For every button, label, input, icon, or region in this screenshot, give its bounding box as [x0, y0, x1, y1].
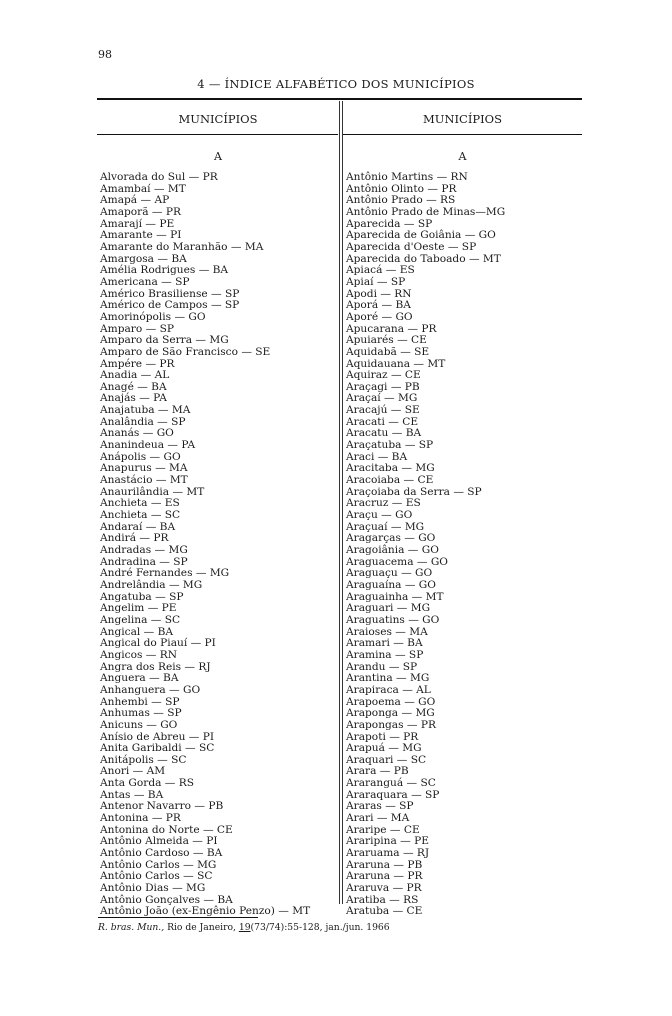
- municipality-entry: Amparo da Serra — MG: [100, 334, 229, 347]
- municipality-entry: Aracoiaba — CE: [346, 474, 434, 487]
- municipality-entry: Anastácio — MT: [100, 474, 188, 487]
- municipality-entry: Amarante do Maranhão — MA: [100, 240, 264, 253]
- municipality-entry: Antônio Prado — RS: [346, 194, 456, 207]
- municipality-entry: Américo Brasiliense — SP: [100, 287, 240, 300]
- municipality-entry: Araçu — GO: [346, 509, 413, 522]
- municipality-entry: Amélia Rodrigues — BA: [100, 264, 229, 277]
- footer-pages-date: (73/74):55-128, jan./jun. 1966: [250, 922, 390, 933]
- municipality-entry: Aquiraz — CE: [346, 369, 421, 382]
- municipality-entry: Angical — BA: [100, 625, 174, 638]
- municipality-entry: Antônio Carlos — SC: [100, 870, 213, 883]
- municipality-entry: Antônio João (ex-Engênio Penzo) — MT: [100, 905, 311, 918]
- municipality-entry: Ananás — GO: [100, 427, 174, 440]
- municipality-entry: Anaurilândia — MT: [100, 485, 205, 498]
- municipality-entry: Aracatu — BA: [346, 427, 422, 440]
- municipality-entry: Amorinópolis — GO: [100, 310, 206, 323]
- municipality-entry: Aramari — BA: [346, 637, 423, 650]
- municipality-entry: Aracajú — SE: [346, 404, 420, 417]
- municipality-entry: Araguatins — GO: [346, 613, 440, 626]
- municipality-entry: Araguaçu — GO: [346, 567, 433, 580]
- footer-rule: [98, 917, 258, 918]
- municipality-entry: Aporá — BA: [346, 299, 411, 312]
- municipality-entry: Apucarana — PR: [346, 322, 437, 335]
- right-section-letter: A: [458, 150, 467, 163]
- municipality-entry: Anitápolis — SC: [100, 753, 187, 766]
- municipality-entry: Andaraí — BA: [100, 520, 176, 533]
- municipality-entry: Anagé — BA: [100, 380, 167, 393]
- municipality-entry: Aparecida de Goiânia — GO: [346, 229, 496, 242]
- municipality-entry: Antônio Gonçalves — BA: [100, 893, 233, 906]
- municipality-entry: Anhembi — SP: [100, 695, 180, 708]
- municipality-entry: Antônio Dias — MG: [100, 882, 206, 895]
- municipality-entry: Antonina — PR: [100, 812, 181, 825]
- municipality-entry: Arantina — MG: [346, 672, 430, 685]
- column-divider: [339, 101, 340, 904]
- page-number: 98: [98, 48, 112, 61]
- municipality-entry: Angatuba — SP: [100, 590, 184, 603]
- municipality-entry: Amargosa — BA: [100, 252, 187, 265]
- municipality-entry: Antonina do Norte — CE: [100, 823, 233, 836]
- municipality-entry: Aracati — CE: [346, 415, 419, 428]
- municipality-entry: Andrelândia — MG: [100, 578, 203, 591]
- municipality-entry: Anguera — BA: [100, 672, 179, 685]
- municipality-entry: Anta Gorda — RS: [100, 777, 194, 790]
- municipality-entry: Anísio de Abreu — PI: [100, 730, 215, 743]
- municipality-entry: Antônio Almeida — PI: [100, 835, 218, 848]
- municipality-entry: Aratuba — CE: [346, 905, 423, 918]
- municipality-entry: Araçaí — MG: [346, 392, 418, 405]
- footer-volume: 19: [238, 922, 251, 933]
- municipality-entry: Amambaí — MT: [100, 182, 186, 195]
- municipality-entry: Anápolis — GO: [100, 450, 181, 463]
- municipality-entry: Arari — MA: [346, 812, 410, 825]
- left-section-letter: A: [214, 150, 222, 163]
- municipality-entry: Antenor Navarro — PB: [100, 800, 224, 813]
- municipality-entry: Araçatuba — SP: [346, 439, 434, 452]
- municipality-entry: Anchieta — ES: [100, 497, 180, 510]
- municipality-entry: Aparecida d'Oeste — SP: [346, 240, 477, 253]
- municipality-entry: Anicuns — GO: [100, 718, 178, 731]
- municipality-entry: Araguainha — MT: [346, 590, 444, 603]
- municipality-entry: Aparecida — SP: [346, 217, 433, 230]
- municipality-entry: Alvorada do Sul — PR: [100, 171, 218, 183]
- municipality-entry: Andirá — PR: [100, 532, 169, 545]
- footer-journal: R. bras. Mun.,: [98, 922, 165, 933]
- municipality-entry: Aragoiânia — GO: [346, 544, 439, 556]
- municipality-entry: Arapuá — MG: [346, 742, 422, 755]
- municipality-entry: Anori — AM: [100, 765, 166, 778]
- municipality-entry: Aragarças — GO: [346, 532, 436, 545]
- municipality-entry: Analândia — SP: [100, 415, 186, 428]
- municipality-entry: Araruama — RJ: [346, 847, 430, 860]
- municipality-entry: Aporé — GO: [346, 310, 413, 323]
- municipality-entry: Amarají — PE: [100, 217, 175, 230]
- municipality-entry: Araruna — PR: [346, 870, 423, 883]
- municipality-entry: Arara — PB: [346, 765, 409, 778]
- municipality-entry: Aquidabã — SE: [346, 345, 430, 358]
- section-title: 4 — ÍNDICE ALFABÉTICO DOS MUNICÍPIOS: [197, 77, 475, 91]
- municipality-entry: Aquidauana — MT: [346, 357, 446, 370]
- municipality-entry: Araguaína — GO: [346, 578, 436, 591]
- column-divider-double: [342, 101, 343, 904]
- municipality-entry: Angelim — PE: [100, 602, 177, 615]
- municipality-entry: Araçoiaba da Serra — SP: [346, 485, 482, 498]
- municipality-entry: Aracitaba — MG: [346, 462, 435, 475]
- municipality-entry: Anchieta — SC: [100, 509, 181, 522]
- municipality-entry: Anhumas — SP: [100, 707, 182, 720]
- top-rule: [97, 98, 582, 100]
- municipality-entry: Apuiarés — CE: [346, 334, 427, 347]
- municipality-entry: Anajás — PA: [100, 392, 167, 405]
- municipality-entry: Amparo de São Francisco — SE: [100, 345, 271, 358]
- municipality-entry: Arapongas — PR: [346, 718, 436, 731]
- left-municipality-list: [100, 172, 310, 918]
- municipality-entry: Arapoti — PR: [346, 730, 419, 743]
- municipality-entry: Araioses — MA: [346, 625, 428, 638]
- municipality-entry: Ananindeua — PA: [100, 439, 196, 452]
- municipality-entry: Antônio Olinto — PR: [346, 182, 457, 195]
- right-column-header: MUNICÍPIOS: [422, 112, 502, 126]
- left-header-rule: [97, 134, 338, 135]
- municipality-entry: Ampére — PR: [100, 357, 175, 370]
- municipality-entry: Araguari — MG: [346, 602, 431, 615]
- municipality-entry: Amaporã — PR: [100, 205, 181, 218]
- municipality-entry: Araçagi — PB: [346, 380, 420, 393]
- municipality-entry: Araraquara — SP: [346, 788, 440, 801]
- municipality-entry: Amapá — AP: [100, 194, 170, 207]
- municipality-entry: Andradas — MG: [100, 544, 188, 556]
- municipality-entry: Araripe — CE: [346, 823, 420, 836]
- municipality-entry: Antônio Martins — RN: [346, 171, 468, 183]
- municipality-entry: Angicos — RN: [100, 648, 177, 661]
- municipality-entry: Araranguá — SC: [346, 777, 436, 790]
- municipality-entry: Apiacá — ES: [346, 264, 415, 277]
- municipality-entry: Aramina — SP: [346, 648, 424, 661]
- municipality-entry: Araruna — PB: [346, 858, 423, 871]
- municipality-entry: Aratiba — RS: [346, 893, 419, 906]
- municipality-entry: André Fernandes — MG: [100, 567, 230, 580]
- municipality-entry: Amarante — PI: [100, 229, 182, 242]
- municipality-entry: Arapiraca — AL: [346, 683, 431, 696]
- municipality-entry: Aparecida do Taboado — MT: [346, 252, 501, 265]
- footer-place: Rio de Janeiro,: [167, 922, 236, 933]
- municipality-entry: Andradina — SP: [100, 555, 188, 568]
- municipality-entry: Arandu — SP: [346, 660, 418, 673]
- municipality-entry: Aracruz — ES: [346, 497, 421, 510]
- municipality-entry: Amparo — SP: [100, 322, 174, 335]
- municipality-entry: Apiaí — SP: [346, 275, 406, 288]
- municipality-entry: Araponga — MG: [346, 707, 435, 720]
- municipality-entry: Angical do Piauí — PI: [100, 637, 216, 650]
- municipality-entry: Antônio Prado de Minas—MG: [346, 205, 506, 218]
- municipality-entry: Anhanguera — GO: [100, 683, 201, 696]
- municipality-entry: Angra dos Reis — RJ: [100, 660, 211, 673]
- municipality-entry: Apodi — RN: [346, 287, 412, 300]
- municipality-entry: Araquari — SC: [346, 753, 427, 766]
- municipality-entry: Américo de Campos — SP: [100, 299, 240, 312]
- municipality-entry: Araripina — PE: [346, 835, 429, 848]
- municipality-entry: Anadia — AL: [100, 369, 170, 382]
- municipality-entry: Antônio Carlos — MG: [100, 858, 217, 871]
- municipality-entry: Anajatuba — MA: [100, 404, 191, 417]
- municipality-entry: Araçuaí — MG: [346, 520, 425, 533]
- municipality-entry: Antas — BA: [100, 788, 164, 801]
- municipality-entry: Arapoema — GO: [346, 695, 436, 708]
- municipality-entry: Antônio Cardoso — BA: [100, 847, 223, 860]
- municipality-entry: Araci — BA: [346, 450, 408, 463]
- municipality-entry: Angelina — SC: [100, 613, 181, 626]
- right-municipality-list: [346, 172, 505, 918]
- footer-citation: [98, 922, 390, 933]
- municipality-entry: Araras — SP: [346, 800, 414, 813]
- municipality-entry: Araguacema — GO: [346, 555, 448, 568]
- municipality-entry: Araruva — PR: [346, 882, 422, 895]
- municipality-entry: Anapurus — MA: [100, 462, 188, 475]
- municipality-entry: Americana — SP: [100, 275, 190, 288]
- left-column-header: MUNICÍPIOS: [178, 112, 258, 126]
- municipality-entry: Anita Garibaldi — SC: [100, 742, 215, 755]
- right-header-rule: [343, 134, 582, 135]
